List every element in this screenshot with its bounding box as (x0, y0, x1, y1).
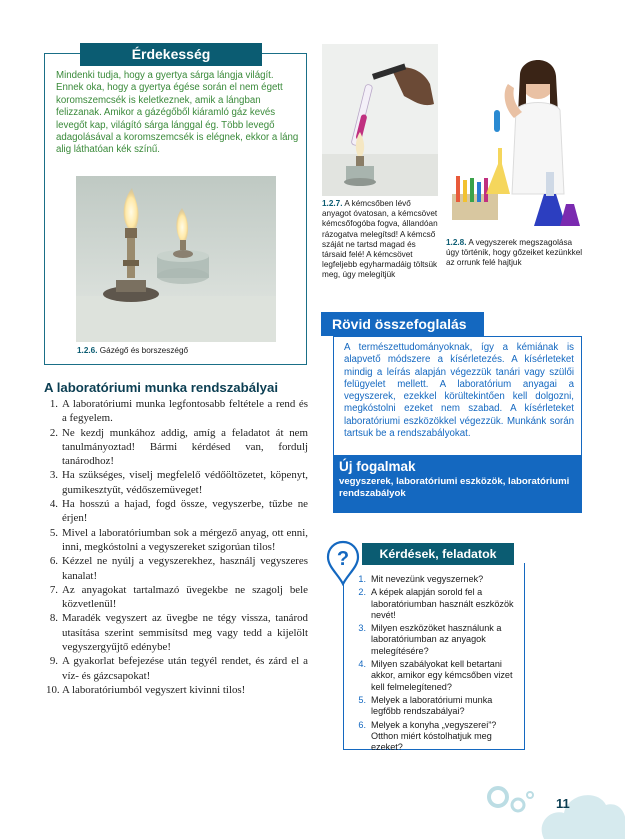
question-item: 4. Milyen szabályokat kell betartani akkor, amikor egy kémcsőben vizet kell felmelegítened? (358, 659, 513, 692)
rule-item: 7. Az anyagokat tartalmazó üvegekbe ne szagolj bele közvetlenül! (49, 583, 308, 611)
question-item: 2. A képek alapján sorold fel a laboratóriumban használt eszközök nevét! (358, 587, 514, 620)
rule-item: 8. Maradék vegyszert az üvegbe ne tégy vissza, tanárod utasítása szerint semmisítsd meg vagy tedd a kijelölt vegyszergyűjtő edénybe! (49, 612, 308, 654)
caption-text: Gázégő és borszeszégő (99, 346, 189, 355)
page-number: 11 (556, 796, 570, 811)
questions-list (354, 574, 522, 753)
caption-number: 1.2.6. (77, 346, 98, 355)
test-tube-heating-photo (322, 44, 438, 196)
new-terms-box (333, 455, 582, 513)
question-item: 1. Mit nevezünk vegyszernek? (358, 574, 484, 584)
question-item: 6. Melyek a konyha „vegyszerei”? Otthon miért kóstolhatjuk meg ezeket? (358, 719, 497, 753)
girl-smelling-chemicals-photo (446, 44, 583, 234)
rules-list (46, 397, 308, 697)
rule-item: 3. Ha szükséges, viselj megfelelő védőöltözetet, köpenyt, gumikesztyűt, védőszemüveget! (49, 469, 308, 496)
caption-1-2-8 (446, 238, 586, 269)
caption-number: 1.2.8. (446, 238, 467, 247)
caption-text: A kémcsőben lévő anyagot óvatosan, a kémcsövet kémcsőfogóba fogva, állandóan rázogatva melegítsd! A kémcső száját ne tartsd magad és társaid felé! A kémcsövet legfeljebb egyharmadáig töltsük meg, úgy melegítjük (322, 199, 438, 280)
svg-text:?: ? (336, 548, 350, 570)
rule-item: 10. A laboratóriumból vegyszert kivinni tilos! (46, 683, 246, 696)
footer-decoration (470, 775, 625, 839)
questions-title: Kérdések, feladatok (362, 543, 514, 565)
rule-item: 9. A gyakorlat befejezése után tegyél rendet, és zárd el a víz- és gázcsapokat! (49, 655, 308, 682)
rules-heading: A laboratóriumi munka rendszabályai (44, 380, 279, 395)
summary-title: Rövid összefoglalás (321, 312, 484, 336)
interest-box-title: Érdekesség (80, 43, 262, 66)
rule-item: 4. Ha hosszú a hajad, fogd össze, vegyszerbe, tűzbe ne érjen! (49, 498, 308, 525)
burners-photo (76, 176, 276, 342)
caption-1-2-7 (322, 199, 440, 281)
interest-box-text: Mindenki tudja, hogy a gyertya sárga lángja világít. Ennek oka, hogy a gyertya égése során el nem égett koromszemcsék is keletkeznek, amik a lángban felizzanak. Amikor a gázégőből kiáramló gáz kevés levegőt kap, világító sárga lánggal ég. Több levegő adagolásával a koromszemcsék is elégnek, ekkor a láng alig láthatóan kék színű. (56, 70, 299, 156)
new-terms-text: vegyszerek, laboratóriumi eszközök, laboratóriumi rendszabályok (339, 476, 570, 499)
rule-item: 6. Kézzel ne nyúlj a vegyszerekhez, használj vegyszeres kanalat! (49, 555, 308, 582)
new-terms-title: Új fogalmak (339, 459, 416, 474)
rule-item: 1. A laboratóriumi munka legfontosabb feltétele a rend és a fegyelem. (49, 398, 308, 425)
caption-number: 1.2.7. (322, 199, 343, 208)
question-item: 5. Melyek a laboratóriumi munka legfőbb rendszabályai? (358, 694, 493, 717)
summary-text: A természettudományoknak, így a kémiának is alapvető módszere a kísérletezés. A kísérleteket mindig a leírás alapján végezzük tanári vagy szülői felügyelet mellett. A laboratórium anyagai a vegyszerek, ezekkel körültekintően kell dolgozni, megkóstolni ezeket nem szabad. A kísérleteket laboratóriumi eszközökkel végezzük. Munkánk során tartsuk be a rendszabályokat. (344, 342, 574, 440)
rule-item: 2. Ne kezdj munkához addig, amíg a feladatot át nem tanulmányoztad! Bármi kérdésed van, fordulj tanárodhoz! (49, 426, 308, 468)
caption-text: A vegyszerek megszagolása úgy történik, hogy gőzeiket kezünkkel az orrunk felé hajtjuk (446, 238, 583, 268)
rule-item: 5. Mivel a laboratóriumban sok a mérgező anyag, ott enni, inni, megkóstolni a vegyszereket szigorúan tilos! (49, 526, 308, 553)
caption-1-2-6 (77, 346, 297, 356)
question-item: 3. Milyen eszközöket használunk a laboratóriumban az anyagok melegítésére? (358, 623, 502, 656)
